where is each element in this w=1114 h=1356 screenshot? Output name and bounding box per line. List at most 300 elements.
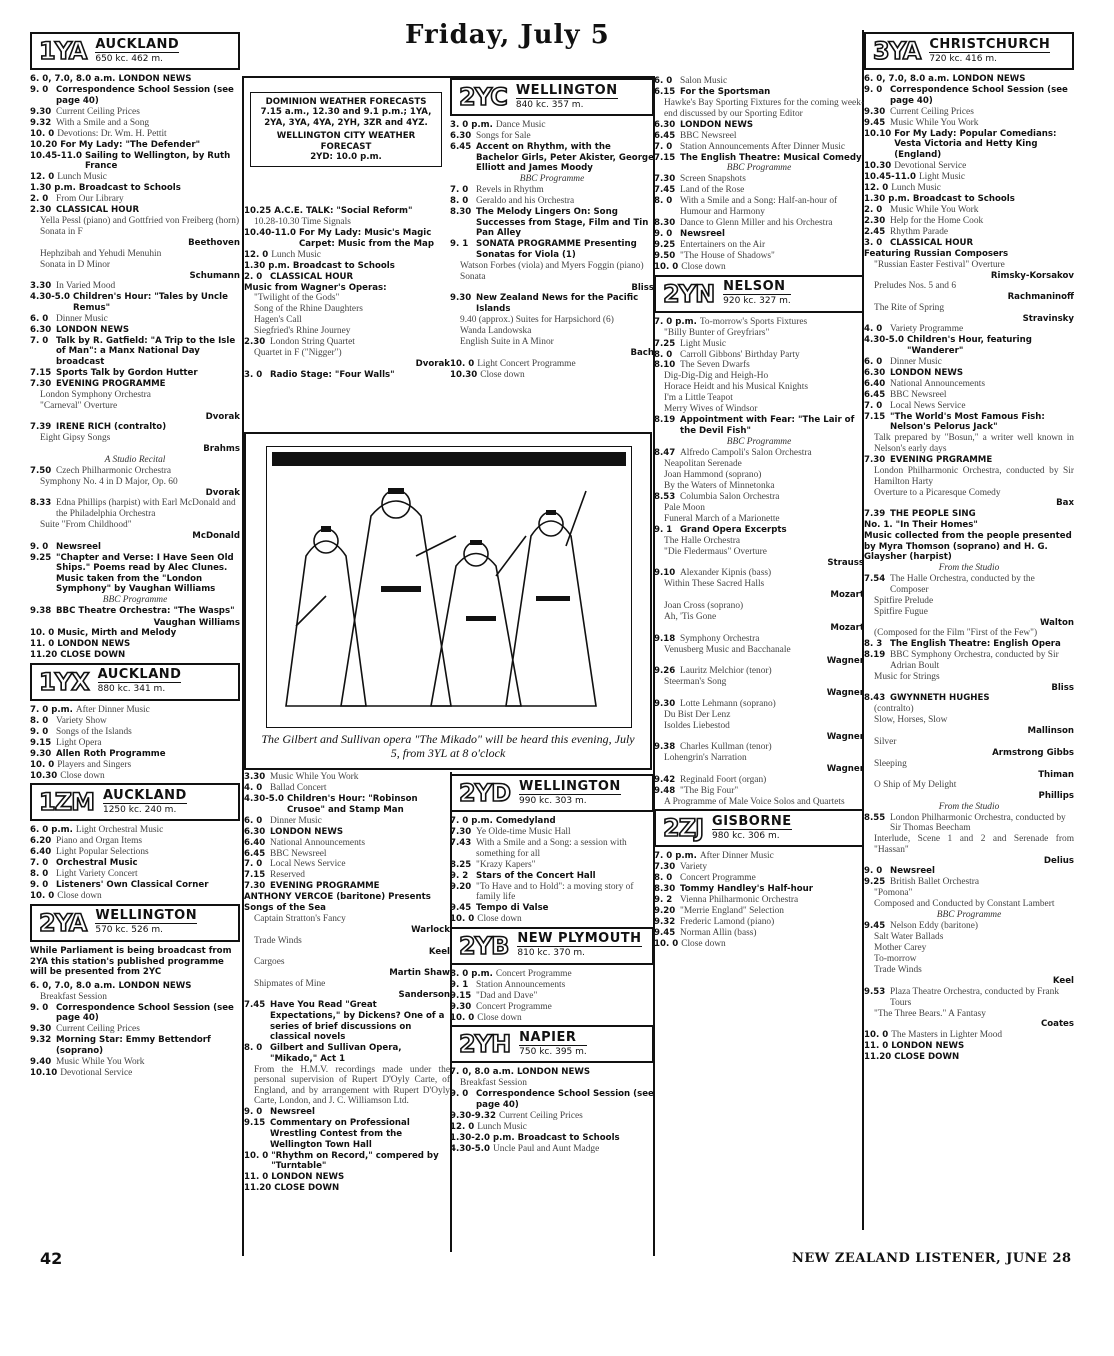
programme-title: Light Music [918,171,966,182]
programme-title: Help for the Home Cook [890,215,984,226]
column-4 [654,76,864,1256]
composer: Stravinsky [1022,313,1074,324]
programme-time: 9. 0 [30,880,49,891]
programme-title: Breakfast Session [460,1078,527,1089]
programme-entry [864,650,1074,671]
programme-entry [30,705,240,716]
programme-entry [864,401,1074,412]
station-frequency: 650 kc. 462 m. [95,53,163,64]
programme-time: 6. 0 [654,76,673,86]
programme-time: 6.40 [30,847,52,858]
programme-entry [864,672,1074,683]
programme-entry [654,492,864,503]
programme-time: 8. 0 [244,1043,263,1054]
programme-title: Joan Hammond (soprano) [664,469,762,480]
station-frequency: 920 kc. 327 m. [723,296,791,307]
programme-entry [654,928,864,939]
programme-title: Concert Programme [495,968,572,979]
programme-entry [864,227,1074,238]
programme-title: 10.28-10.30 Time Signals [254,216,351,227]
programme-time: 9.18 [654,633,676,644]
programme-entry [864,520,1074,531]
programme-title: Symphony Orchestra [680,633,760,644]
programme-entry [30,1003,240,1024]
programme-title: Lunch Music [57,172,107,183]
programme-entry [864,238,1074,249]
station-city: WELLINGTON [515,82,618,98]
programme-entry [864,172,1074,183]
programme-entry [244,914,450,925]
programme-entry [864,965,1074,976]
programme-title: Trade Winds [254,935,302,946]
composer: McDonald [192,531,240,542]
programme-title: Concert Programme [476,1001,552,1012]
programme-title: Spitfire Prelude [874,595,934,606]
programme-title: "Krazy Kapers" [476,859,536,870]
programme-entry [654,131,864,142]
station-2YC [450,78,654,380]
programme-entry [30,760,240,771]
programme-title: Music While You Work [890,117,979,128]
programme-entry [30,433,240,444]
programme-time: 7.15 [864,411,886,422]
programme-entry [30,455,240,466]
programme-entry [654,742,864,753]
call-sign: 2YH [459,1030,511,1059]
station-header [864,32,1074,70]
programme-time: 9.30 [864,106,886,117]
programme-time: 10. 0 [450,358,475,369]
programme-title: From the Studio [938,801,1000,812]
programme-title: Talk by R. Gatfield: "A Trip to the Isle of Man": a Manx National Day broadcast [56,335,236,367]
programme-title: Symphony No. 4 in D Major, Op. 60 [40,476,178,487]
programme-time: 9.32 [30,1035,52,1046]
programme-entry [30,151,240,172]
programme-title: "The World's Most Famous Fish: Nelson's Pelorus Jack" [890,411,1045,433]
programme-entry [654,536,864,547]
programme-time: 3. 0 [244,369,263,380]
programme-title: Current Ceiling Prices [56,1024,140,1035]
programme-title: O Ship of My Delight [874,780,957,791]
mikado-drawing [266,446,632,728]
programme-time: 8.47 [654,447,676,458]
programme-time: 11. 0 [244,1172,269,1183]
programme-time: 8.43 [864,693,886,704]
station-header [450,1025,654,1063]
programme-title: Sonata [460,271,486,282]
station-city: NEW PLYMOUTH [517,931,642,947]
programme-title: Broadcast to Schools [912,193,1015,204]
programme-time: 9. 0 [30,84,49,95]
call-sign: 2YB [459,931,509,960]
programme-title: Siegfried's Rhine Journey [254,326,351,337]
programme-entry [654,360,864,371]
programme-time: 9. 2 [450,870,469,881]
programme-entry [244,217,450,228]
programme-entry [654,906,864,917]
programme-entry [244,1000,450,1042]
programme-title: The English Theatre: English Opera [890,639,1061,650]
programme-title: Lunch Music [477,1121,527,1132]
station-city: AUCKLAND [102,787,187,803]
programme-time: 6.30 [244,826,266,837]
programme-entry [30,194,240,205]
programme-time: 9.45 [450,903,472,914]
programme-entry [450,337,654,348]
composer: Warlock [411,925,450,935]
programme-time: 2.30 [864,215,886,226]
programme-title: Pale Moon [664,502,705,513]
programme-time: 9.30 [450,293,472,304]
programme-title: A Studio Recital [104,454,166,465]
programme-entry [654,240,864,251]
programme-title: Stars of the Concert Hall [476,870,596,881]
programme-entry [30,1057,240,1068]
programme-title: Overture to a Picaresque Comedy [874,487,1001,498]
programme-title: Cargoes [254,957,285,968]
programme-title: Watson Forbes (viola) and Myers Foggin (piano) [460,260,644,271]
programme-title: Music, Mirth and Melody [57,628,177,639]
programme-title: Alfredo Campoli's Salon Orchestra [680,447,812,458]
programme-entry [864,509,1074,520]
programme-time: 6. 0 [30,313,49,324]
programme-entry [30,650,240,661]
programme-title: SONATA PROGRAMME Presenting Sonatas for Viola (1) [476,239,637,260]
station-header [30,663,240,701]
programme-entry [654,721,864,732]
station-frequency: 720 kc. 416 m. [929,53,997,64]
programme-title: "Merrie England" Selection [680,906,784,917]
programme-entry [30,107,240,118]
programme-title: The Halle Orchestra [664,535,741,546]
programme-title: Vienna Philharmonic Orchestra [680,895,799,906]
programme-entry [450,1111,654,1122]
programme-entry [864,715,1074,726]
programme-time: 6.45 [864,389,886,400]
programme-entry [654,196,864,217]
programme-entry [654,218,864,229]
station-header [30,32,240,70]
programme-title: Geraldo and his Orchestra [476,196,575,207]
weather-city-time: 2YD: 10.0 p.m. [310,152,382,163]
programme-title: Reginald Foort (organ) [680,774,767,785]
illustration-caption: The Gilbert and Sullivan opera "The Mikado" will be heard this evening, July 5, from 3YL at 8 o'clock [261,732,635,760]
programme-time: 3.30 [30,281,52,292]
composer: Vaughan Williams [153,617,240,628]
programme-title: To-morrow [874,954,917,965]
programme-time: 1.30 p.m. [30,183,76,194]
station-info [519,780,621,807]
programme-entry [450,827,654,838]
programme-entry [864,433,1074,454]
programme-time: 10.10 [864,128,892,139]
programme-entry [654,939,864,950]
programme-time: 8. 0 [450,196,469,207]
programme-time: 7.45 [244,1000,266,1011]
programme-title: Carroll Gibbons' Birthday Party [680,349,800,360]
programme-time: 7.39 [30,422,52,433]
station-info [929,38,1050,65]
programme-time: 7.43 [450,837,472,848]
programme-title: Correspondence School Session (see page 40) [890,84,1068,106]
programme-title: CLOSE DOWN [60,650,126,661]
programme-entry [654,470,864,481]
programme-entry [244,304,450,315]
programme-entry [30,379,240,390]
programme-title: Dance to Glenn Miller and his Orchestra [680,218,833,229]
programme-title: BBC Newsreel [890,389,947,400]
programme-title: National Announcements [270,837,366,848]
programme-time: 10. 0 [654,261,679,272]
programme-time: 9.38 [30,606,52,617]
programme-title: Newsreel [890,866,935,877]
programme-title: "Rhythm on Record," compered by "Turntable" [271,1150,439,1172]
programme-entry [30,981,240,992]
programme-title: Station Announcements After Dinner Music [680,141,846,152]
programme-title: Allen Roth Programme [56,748,166,759]
programme-entry [864,759,1074,770]
programme-title: Talk prepared by "Bosun," a writer well known in Nelson's early days [874,433,1074,454]
programme-time: 12. 0 [450,1121,475,1132]
programme-title: Frederic Lamond (piano) [680,917,775,928]
programme-entry [30,314,240,325]
programme-title: "The Big Four" [680,785,739,796]
station-2ZJ [654,809,864,949]
programme-title: EVENING PROGRAMME [270,881,380,892]
programme-title: LONDON NEWS [952,74,1026,84]
programme-entry [654,666,864,677]
programme-time: 10. 0 [30,628,55,639]
station-city: CHRISTCHURCH [929,36,1051,52]
programme-entry [450,326,654,337]
programme-time: 7.30 [864,454,886,465]
programme-time: 10. 0 [450,914,475,925]
programme-title: Revels in Rhythm [476,185,544,196]
station-2YH-cont [654,76,864,273]
programme-entry [30,227,240,238]
publication-footer: NEW ZEALAND LISTENER, JUNE 28 [792,1251,1072,1266]
programme-entry [450,174,654,185]
programme-entry [864,129,1074,161]
station-city: NELSON [723,280,791,295]
composer: Wagner [826,688,864,699]
programme-time: 12. 0 [864,182,889,193]
station-header [654,809,864,847]
programme-title: Piano and Organ Items [56,836,143,847]
programme-title: LONDON NEWS [516,1067,591,1078]
programme-entry [450,261,654,272]
programme-time: 6.45 [654,130,676,141]
station-frequency: 810 kc. 370 m. [517,948,585,959]
programme-time: 10.20 [30,139,58,150]
programme-entry [864,943,1074,954]
programme-title: London Philharmonic Orchestra, conducted by Sir Hamilton Harty [874,465,1074,487]
programme-title: Isoldes Liebestod [664,720,730,731]
station-info [516,84,618,111]
programme-title: Music While You Work [890,204,979,215]
programme-time: 8.55 [864,812,886,823]
programme-entry [244,881,450,892]
programme-entry [654,404,864,415]
call-sign: 2YD [459,779,510,807]
programme-entry [864,194,1074,205]
programme-entry [30,498,240,519]
programme-title: Music While You Work [56,1056,145,1067]
programme-title: Newsreel [56,541,101,552]
programme-entry [30,390,240,401]
programme-time: 3.30 [244,772,266,782]
programme-entry [450,1133,654,1144]
programme-title: Composed and Conducted by Constant Lambert [874,899,1055,910]
programme-title: LONDON NEWS [271,1172,345,1183]
programme-time: 8.30 [450,207,472,218]
programme-time: 7.50 [30,465,52,476]
programme-title: LONDON NEWS [118,74,192,84]
programme-entry [30,292,240,313]
station-frequency: 750 kc. 395 m. [519,1046,587,1057]
station-info [723,280,791,307]
programme-time: 9. 0 [244,1107,263,1118]
programme-entry [864,303,1074,314]
programme-entry [244,293,450,304]
programme-title: Devotional Service [894,160,967,171]
composer: Beethoven [188,237,240,248]
column-3-top [450,76,654,428]
programme-title: BBC Programme [726,163,792,174]
programme-title: 9.40 (approx.) Suites for Harpsichord (6) [460,314,614,325]
composer: Phillips [1038,791,1074,802]
programme-title: Salon Music [680,76,728,86]
programme-time: 9.30 [30,1024,52,1035]
composer: Martin Shaw [389,968,450,979]
programme-title: "Russian Easter Festival" Overture [874,259,1005,270]
programme-entry [654,895,864,906]
programme-time: 4. 0 [864,324,883,335]
composer: Mozart [830,590,864,601]
weather-times: 7.15 a.m., 12.30 and 9.1 p.m.; 1YA, 2YA, 3YA, 4YA, 2YH, 3ZR and 4YZ. [260,107,432,128]
programme-entry [864,488,1074,499]
programme-title: Current Ceiling Prices [498,1110,583,1121]
station-frequency: 570 kc. 526 m. [95,925,163,936]
programme-time: 7. 0 p.m. [654,316,697,327]
programme-entry [450,239,654,260]
composer: Schumann [189,270,240,281]
programme-time: 6.40 [244,837,266,848]
programme-entry [244,957,450,968]
composer: Bax [1056,498,1074,509]
programme-entry [654,677,864,688]
programme-entry [864,412,1074,433]
programme-title: LONDON NEWS [57,639,131,650]
programme-time: 7.15 [654,152,676,163]
programme-entry [244,1065,450,1107]
programme-title: Entertainers on the Air [680,239,766,250]
programme-time: 6.40 [864,378,886,389]
programme-entry [450,1089,654,1110]
programme-time: 9.10 [654,568,676,579]
programme-entry [864,813,1074,834]
composer: Wagner [826,731,864,742]
station-info [95,38,179,65]
programme-title: London String Quartet [270,337,355,348]
programme-entry [864,324,1074,335]
programme-time: 7.30 [30,378,52,389]
programme-title: "To Have and to Hold": a moving story of family life [476,881,634,903]
programme-entry [30,825,240,836]
programme-time: 10. 0 [244,1150,269,1161]
programme-title: CLOSE DOWN [894,1052,960,1063]
programme-entry [654,262,864,273]
programme-title: LONDON NEWS [270,826,344,837]
programme-entry [30,129,240,140]
programme-entry [450,185,654,196]
programme-entry [450,370,654,381]
programme-title: "The Three Bears." A Fantasy [874,1008,986,1019]
programme-title: Sonata in F [40,227,83,237]
programme-entry [244,326,450,337]
programme-title: The Halle Orchestra, conducted by the Composer [890,574,1035,595]
programme-title: Interlude, Scene 1 and 2 and Serenade from "Hassan" [874,834,1074,855]
programme-time: 9. 1 [450,239,469,250]
programme-entry [450,1013,654,1024]
programme-title: English Suite in A Minor [460,336,554,347]
programme-title: Eight Gipsy Songs [40,433,111,444]
programme-title: Joan Cross (soprano) [664,600,744,611]
programme-time: 9.15 [450,990,472,1001]
programme-entry [450,860,654,871]
programme-title: Grand Opera Excerpts [680,524,787,535]
programme-title: Dinner Music [270,815,322,826]
programme-title: Broadcast to Schools [78,183,181,194]
programme-title: Lunch Music [891,182,941,193]
programme-entry [654,459,864,470]
programme-title: Close down [681,261,726,272]
programme-time: 7. 0 [864,400,883,411]
programme-entry [864,877,1074,888]
programme-time: 9. 0 [864,866,883,877]
composer: Keel [1052,976,1074,987]
programme-entry [864,74,1074,85]
programme-entry [30,172,240,183]
programme-title: EVENING PRGRAMME [890,454,993,465]
programme-entry [30,1035,240,1056]
programme-entry [654,415,864,436]
programme-entry [30,140,240,151]
programme-entry [864,802,1074,813]
station-frequency: 980 kc. 306 m. [712,830,780,841]
programme-title: LONDON NEWS [118,980,192,991]
programme-entry [864,183,1074,194]
programme-time: 10. 0 [864,1030,889,1041]
programme-entry [30,749,240,760]
programme-entry [30,422,240,433]
programme-title: BBC Programme [936,910,1002,921]
programme-title: Light Concert Programme [477,358,576,369]
programme-time: 10.40-11.0 [244,227,296,238]
programme-title: Music collected from the people presented by Myra Thomson (soprano) and H. G. Glaysher (harpist) [864,531,1072,563]
composer: Rimsky-Korsakov [990,270,1074,281]
programme-title: Orchestral Music [56,858,138,869]
programme-title: From the Studio [938,563,1000,574]
call-sign: 3YA [873,37,921,65]
programme-entry [864,954,1074,965]
programme-title: Devotional Service [60,1067,133,1078]
programme-title: Within These Sacred Halls [664,579,765,590]
programme-title: Venusberg Music and Bacchanale [664,644,791,655]
programme-time: 6. 0, 7.0, 8.0 a.m. [864,74,950,84]
programme-entry [30,325,240,336]
programme-title: Sleeping [874,758,907,769]
